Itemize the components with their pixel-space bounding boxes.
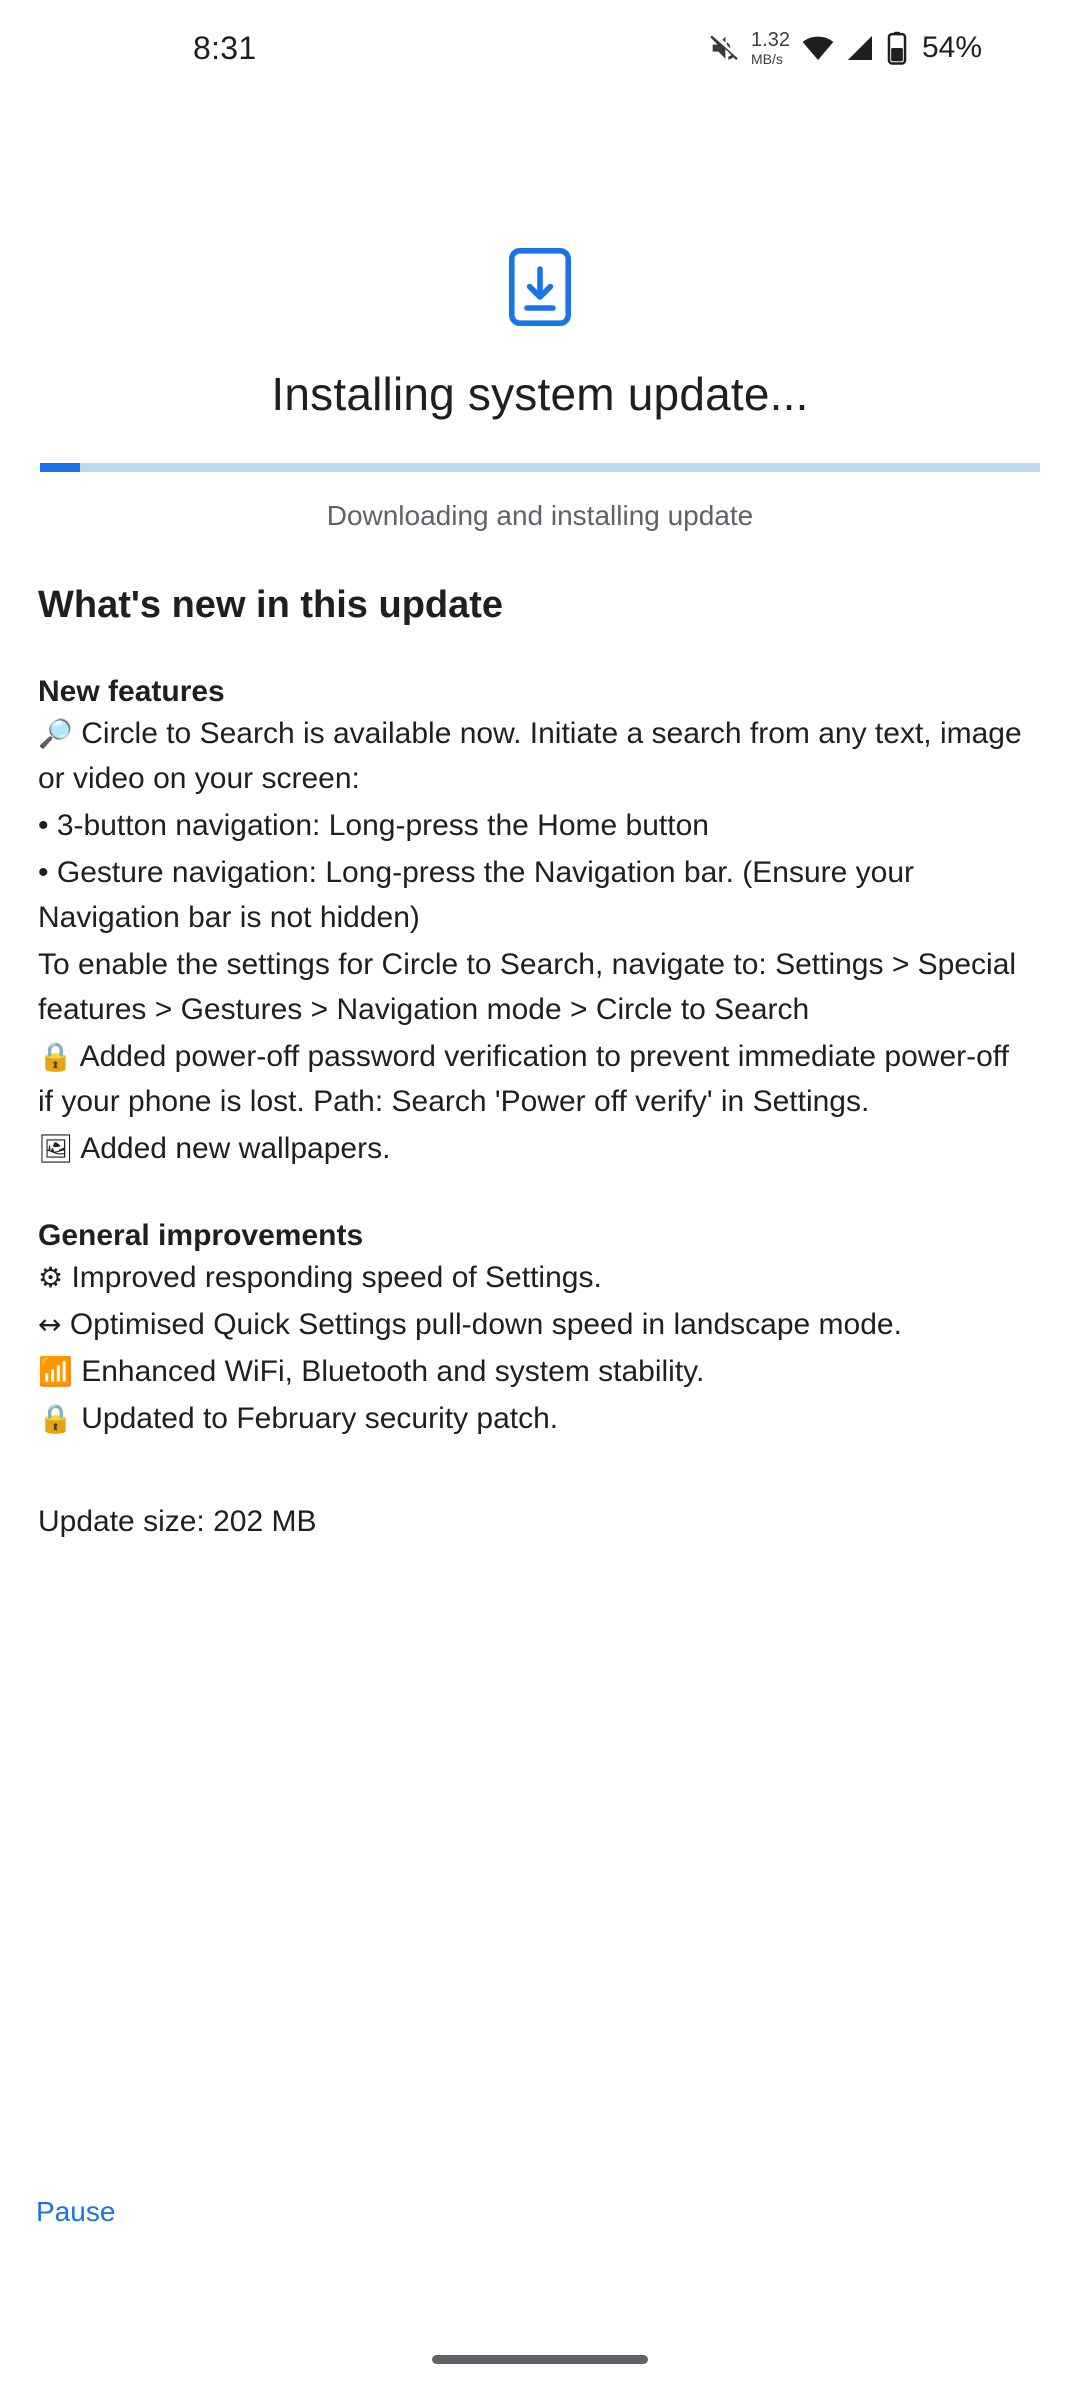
update-icon-wrap (52, 248, 1028, 331)
improvement-text: Enhanced WiFi, Bluetooth and system stability. (81, 1355, 705, 1388)
lock-icon: 🔒 (38, 1040, 73, 1073)
pause-button[interactable]: Pause (36, 2196, 116, 2227)
magnifier-icon: 🔎 (38, 717, 73, 750)
progress-track (40, 463, 1040, 472)
feature-item (38, 711, 1028, 801)
feature-item (38, 1034, 1028, 1124)
improvement-text: Updated to February security patch. (81, 1402, 559, 1435)
whats-new-heading: What's new in this update (38, 584, 504, 626)
status-icons (707, 30, 982, 66)
improvement-item (38, 1396, 1028, 1441)
battery-icon (886, 31, 908, 65)
gear-icon: ⚙ (38, 1261, 64, 1294)
arrows-icon: ↔ (38, 1308, 62, 1341)
feature-item (38, 850, 1028, 940)
feature-item (38, 803, 1028, 848)
update-size-label: Update size: 202 MB (38, 1505, 317, 1538)
navigation-pill[interactable] (432, 2355, 648, 2364)
feature-text: To enable the settings for Circle to Search, navigate to: Settings > Special features > Gestures > Navigation mode > Circle to Search (38, 948, 1017, 1026)
improvement-text: Optimised Quick Settings pull-down speed in landscape mode. (69, 1308, 902, 1341)
feature-text: Added new wallpapers. (80, 1132, 391, 1165)
battery-percent: 54% (921, 31, 982, 64)
feature-item (38, 1126, 1028, 1171)
section-subhead-general-improvements: General improvements (38, 1219, 364, 1252)
signal-icon (844, 32, 876, 64)
improvement-item (38, 1255, 1028, 1300)
bars-icon: 📶 (38, 1355, 73, 1388)
feature-text: Circle to Search is available now. Initiate a search from any text, image or video on your screen: (38, 717, 1022, 795)
status-bar (0, 0, 1080, 96)
wifi-icon (802, 32, 834, 64)
section-subhead-new-features: New features (38, 675, 225, 708)
page-title: Installing system update... (271, 368, 809, 420)
network-speed (751, 30, 790, 66)
progress-caption: Downloading and installing update (326, 500, 754, 531)
phone-download-icon (509, 248, 571, 331)
progress-bar (40, 463, 80, 472)
feature-text: Added power-off password verification to prevent immediate power-off if your phone is lost. Path: Search 'Power off verify' in Settings. (38, 1040, 1009, 1118)
network-speed-value: 1.32 (751, 29, 790, 51)
bullet-icon: • (38, 856, 49, 889)
status-clock: 8:31 (193, 29, 257, 66)
improvement-item (38, 1349, 1028, 1394)
improvement-text: Improved responding speed of Settings. (71, 1261, 602, 1294)
feature-text: 3-button navigation: Long-press the Home button (56, 809, 709, 842)
picture-icon: 🖼 (38, 1132, 74, 1165)
bullet-icon: • (38, 809, 49, 842)
lock-icon: 🔒 (38, 1402, 73, 1435)
mute-icon (707, 31, 741, 65)
feature-text: Gesture navigation: Long-press the Navigation bar. (Ensure your Navigation bar is not hidden) (38, 856, 915, 934)
network-speed-unit: MB/s (751, 51, 783, 67)
feature-item (38, 942, 1028, 1032)
update-screen (0, 248, 1080, 1539)
improvement-item (38, 1302, 1028, 1347)
